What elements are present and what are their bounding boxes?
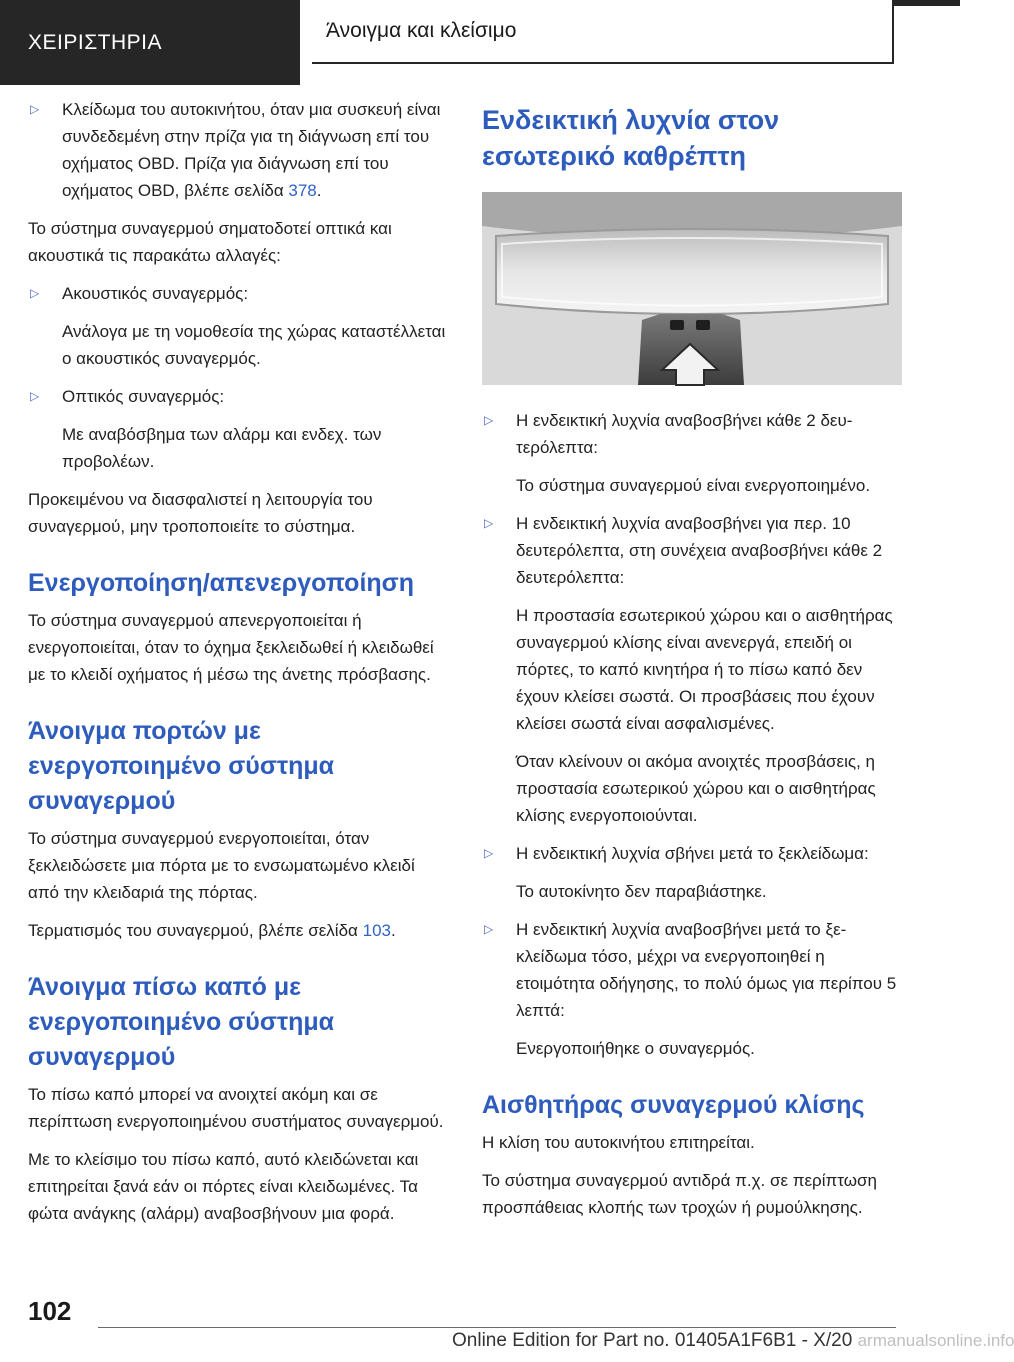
list-item-detail: Με αναβόσβημα των αλάρμ και ενδεχ. των προβολέων. bbox=[62, 425, 382, 471]
triangle-bullet-icon: ▷ bbox=[30, 102, 40, 116]
watermark: armanualsonline.info bbox=[857, 1331, 1014, 1350]
triangle-bullet-icon: ▷ bbox=[484, 516, 494, 530]
paragraph: Το πίσω καπό μπορεί να ανοιχτεί ακόμη και σε περίπτωση ενεργοποιημένου συστήματος συναγερμού. bbox=[28, 1085, 444, 1131]
page-link[interactable]: 378 bbox=[288, 181, 317, 200]
edition-text: Online Edition for Part no. 01405A1F6B1 - X/20 bbox=[452, 1330, 853, 1351]
page-header bbox=[0, 0, 960, 85]
right-column bbox=[482, 96, 902, 1232]
header-bar bbox=[894, 0, 960, 6]
list-item bbox=[482, 916, 902, 1024]
list-item-text: Κλείδωμα του αυτοκινήτου, όταν μια συσκευή είναι συνδεδεμένη στην πρίζα για τη διάγνωση επί του οχήματος OBD. Πρίζα για διάγνωση επί του οχήματος OBD, βλέπε σελίδα bbox=[62, 100, 441, 200]
rearview-mirror-illustration bbox=[482, 192, 902, 385]
list-item-text: Οπτικός συναγερμός: bbox=[62, 387, 225, 406]
footer-divider bbox=[98, 1327, 896, 1328]
list-item bbox=[482, 510, 902, 591]
list-item-detail: Ενεργοποιήθηκε ο συναγερμός. bbox=[516, 1039, 755, 1058]
paragraph: Με το κλείσιμο του πίσω καπό, αυτό κλειδώνεται και επιτηρείται ξανά εάν οι πόρτες είναι κλειδωμένες. Τα φώτα ανάγκης (αλάρμ) αναβοσβήνουν μια φορά. bbox=[28, 1150, 419, 1223]
chapter-title: Άνοιγμα και κλείσιμο bbox=[326, 19, 517, 42]
paragraph: Προκειμένου να διασφαλιστεί η λειτουργία του συναγερμού, μην τροποποιείτε το σύστημα. bbox=[28, 490, 373, 536]
paragraph: Το σύστημα συναγερμού απενεργοποιείται ή ενεργοποιείται, όταν το όχημα ξεκλειδωθεί ή κλειδωθεί με το κλειδί οχήματος ή μέσω της άνετης πρόσβασης. bbox=[28, 611, 434, 684]
list-item-detail: Όταν κλείνουν οι ακόμα ανοιχτές προσβάσεις, η προστασία εσωτερικού χώρου και ο αισθητήρας κλίσης ενεργοποιούνται. bbox=[516, 752, 876, 825]
list-item bbox=[482, 407, 902, 461]
section-heading: Αισθητήρας συναγερμού κλίσης bbox=[482, 1091, 865, 1119]
list-item-detail: Το αυτοκίνητο δεν παραβιάστηκε. bbox=[516, 882, 767, 901]
section-heading: Άνοιγμα πορτών με ενεργοποιημένο σύστημα συναγερμού bbox=[28, 717, 335, 815]
list-item-detail: Το σύστημα συναγερμού είναι ενεργοποιημένο. bbox=[516, 476, 871, 495]
list-item bbox=[482, 840, 902, 867]
list-item-detail: Ανάλογα με τη νομοθεσία της χώρας καταστέλλεται ο ακουστικός συναγερμός. bbox=[62, 322, 446, 368]
page-number: 102 bbox=[28, 1296, 72, 1326]
triangle-bullet-icon: ▷ bbox=[484, 413, 494, 427]
section-heading: Ενδεικτική λυχνία στον εσωτερικό καθρέπτη bbox=[482, 105, 780, 171]
triangle-bullet-icon: ▷ bbox=[30, 286, 40, 300]
triangle-bullet-icon: ▷ bbox=[484, 846, 494, 860]
left-column bbox=[28, 96, 448, 1238]
paragraph: Το σύστημα συναγερμού αντιδρά π.χ. σε περίπτωση προσπάθειας κλοπής των τροχών ή ρυμούλκησης. bbox=[482, 1171, 877, 1217]
paragraph: Η κλίση του αυτοκινήτου επιτηρείται. bbox=[482, 1133, 755, 1152]
section-tab bbox=[0, 0, 300, 85]
list-item-text: Ακουστικός συναγερμός: bbox=[62, 284, 249, 303]
list-item-text: Η ενδεικτική λυχνία σβήνει μετά το ξεκλείδωμα: bbox=[516, 844, 869, 863]
paragraph: Το σύστημα συναγερμού ενεργοποιείται, όταν ξεκλειδώσετε μια πόρτα με το ενσωματωμένο κλειδί από την κλειδαριά της πόρτας. bbox=[28, 829, 415, 902]
list-item-text: Η ενδεικτική λυχνία αναβοσβήνει μετά το ξεκλείδωμα τόσο, μέχρι να ενεργοποιηθεί η ετοιμότητα οδήγησης, το πολύ όμως για περίπου 5 λεπτά: bbox=[516, 920, 897, 1020]
triangle-bullet-icon: ▷ bbox=[484, 922, 494, 936]
list-item bbox=[28, 383, 448, 410]
list-item-text: Η ενδεικτική λυχνία αναβοσβήνει κάθε 2 δευτερόλεπτα: bbox=[516, 411, 853, 457]
footer bbox=[452, 1330, 1014, 1352]
page-link[interactable]: 103 bbox=[362, 921, 391, 940]
list-item-text: Η ενδεικτική λυχνία αναβοσβήνει για περ. 10 δευτερόλεπτα, στη συνέχεια αναβοσβήνει κάθε 2 δευτερόλεπτα: bbox=[516, 514, 883, 587]
section-heading: Άνοιγμα πίσω καπό με ενεργοποιημένο σύστημα συναγερμού bbox=[28, 973, 335, 1071]
triangle-bullet-icon: ▷ bbox=[30, 389, 40, 403]
section-heading: Ενεργοποίηση/απενεργοποίηση bbox=[28, 569, 415, 597]
list-item bbox=[28, 280, 448, 307]
chapter-tab bbox=[312, 0, 894, 64]
section-title: ΧΕΙΡΙΣΤΗΡΙΑ bbox=[28, 30, 163, 54]
paragraph: Τερματισμός του συναγερμού, βλέπε σελίδα 103. bbox=[28, 921, 396, 940]
paragraph: Το σύστημα συναγερμού σηματοδοτεί οπτικά και ακουστικά τις παρακάτω αλλαγές: bbox=[28, 219, 392, 265]
list-item-detail: Η προστασία εσωτερικού χώρου και ο αισθητήρας συναγερμού κλίσης είναι ανενεργά, επειδή οι πόρτες, το καπό κινητήρα ή το πίσω καπό δεν έχουν κλείσει σωστά. Οι προσβάσεις που έχουν κλείσει σωστά είναι ασφαλισμένες. bbox=[516, 606, 893, 733]
list-item: ▷ Κλείδωμα του αυτοκινήτου, όταν μια συσκευή είναι συνδεδεμένη στην πρίζα για τη διάγνωση επί του οχήματος OBD. Πρίζα για διάγνωση επί του οχήματος OBD, βλέπε σελίδα 378. bbox=[30, 100, 441, 200]
